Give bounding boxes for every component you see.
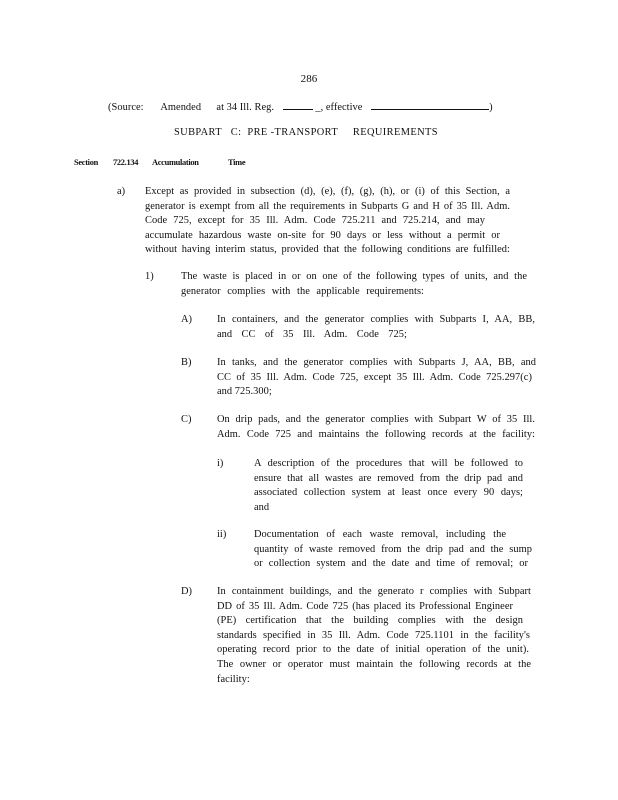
source-label: (Source: bbox=[108, 102, 144, 113]
subparagraph-D-line-3: (PE) certification that the building complies with the design bbox=[217, 615, 523, 627]
subsection-a-line-5: without having interim status, provided that the following conditions are fulfilled: bbox=[145, 244, 510, 256]
subsection-a-line-2: generator is exempt from all the requirements in Subparts G and H of 35 Ill. Adm. bbox=[145, 200, 510, 212]
paragraph-1-text bbox=[181, 270, 527, 299]
item-ii-line-2: quantity of waste removed from the drip pad and the sump bbox=[254, 543, 532, 555]
page-number: 286 bbox=[300, 73, 318, 85]
subparagraph-C-line-1: On drip pads, and the generator complies with Subpart W of 35 Ill. bbox=[217, 414, 535, 425]
subpart-heading bbox=[174, 126, 438, 141]
subparagraph-B-text bbox=[217, 356, 536, 400]
subparagraph-D-line-2: DD of 35 Ill. Adm. Code 725 (has placed its Professional Engineer bbox=[217, 600, 513, 612]
paragraph-1-line-1: The waste is placed in or on one of the following types of units, and the bbox=[181, 271, 527, 282]
section-title-time: Time bbox=[228, 158, 246, 167]
subparagraph-D-text bbox=[217, 585, 531, 687]
effective-date-blank bbox=[371, 99, 489, 110]
subparagraph-B-label: B) bbox=[181, 357, 192, 368]
item-i-label: i) bbox=[217, 458, 224, 469]
source-note bbox=[108, 99, 493, 116]
subparagraph-B-line-1: In tanks, and the generator complies with Subparts J, AA, BB, and bbox=[217, 357, 536, 368]
subsection-a-label: a) bbox=[117, 186, 126, 197]
item-ii-line-3: or collection system and the date and time of removal; or bbox=[254, 558, 528, 570]
item-ii-label: ii) bbox=[217, 529, 227, 540]
subpart-heading-text: SUBPART C: PRE -TRANSPORT REQUIREMENTS bbox=[174, 127, 438, 138]
item-ii-text bbox=[254, 528, 532, 572]
subparagraph-B-line-2: CC of 35 Ill. Adm. Code 725, except 35 Ill. Adm. Code 725.297(c) bbox=[217, 371, 532, 383]
item-i-line-1: A description of the procedures that will be followed to bbox=[254, 458, 523, 469]
subparagraph-D-line-4: standards specified in 35 Ill. Adm. Code 725.1101 in the facility's bbox=[217, 629, 530, 641]
subparagraph-C-line-2: Adm. Code 725 and maintains the following records at the facility: bbox=[217, 428, 535, 440]
subparagraph-D-line-7: facility: bbox=[217, 673, 250, 685]
section-word: Section bbox=[74, 158, 98, 167]
subsection-a-line-1: Except as provided in subsection (d), (e), (f), (g), (h), or (i) of this Section, a bbox=[145, 186, 510, 197]
source-amended: Amended bbox=[160, 102, 202, 113]
item-i-line-2: ensure that all wastes are removed from the drip pad and bbox=[254, 472, 523, 484]
subsection-a-line-4: accumulate hazardous waste on-site for 90 days or less without a permit or bbox=[145, 229, 500, 241]
subparagraph-D-label: D) bbox=[181, 586, 193, 597]
subparagraph-D-line-5: operating record prior to the date of initial operation of the unit). bbox=[217, 644, 529, 656]
subparagraph-A-line-2: and CC of 35 Ill. Adm. Code 725; bbox=[217, 328, 407, 340]
subparagraph-D-line-1: In containment buildings, and the generato r complies with Subpart bbox=[217, 586, 531, 597]
item-i-line-4: and bbox=[254, 501, 270, 513]
subparagraph-A-line-1: In containers, and the generator complies with Subparts I, AA, BB, bbox=[217, 314, 535, 325]
paragraph-1-label: 1) bbox=[145, 271, 154, 282]
item-i-line-3: associated collection system at least once every 90 days; bbox=[254, 487, 523, 499]
source-close: ) bbox=[489, 102, 493, 113]
source-register: at 34 Ill. Reg. bbox=[216, 102, 275, 113]
subparagraph-A-label: A) bbox=[181, 314, 193, 325]
register-page-blank bbox=[283, 99, 313, 110]
subparagraph-D-line-6: The owner or operator must maintain the following records at the bbox=[217, 658, 531, 670]
item-i-text bbox=[254, 457, 523, 515]
source-effective: _, effective bbox=[315, 102, 363, 113]
subparagraph-A-text bbox=[217, 313, 535, 342]
paragraph-1-line-2: generator complies with the applicable requirements: bbox=[181, 285, 424, 297]
subsection-a-text bbox=[145, 185, 510, 258]
subparagraph-B-line-3: and 725.300; bbox=[217, 386, 272, 398]
subparagraph-C-text bbox=[217, 413, 535, 442]
section-title-accumulation: Accumulation bbox=[152, 158, 199, 167]
subparagraph-C-label: C) bbox=[181, 414, 192, 425]
section-number: 722.134 bbox=[113, 158, 139, 167]
item-ii-line-1: Documentation of each waste removal, including the bbox=[254, 529, 506, 540]
subsection-a-line-3: Code 725, except for 35 Ill. Adm. Code 725.211 and 725.214, and may bbox=[145, 215, 485, 227]
